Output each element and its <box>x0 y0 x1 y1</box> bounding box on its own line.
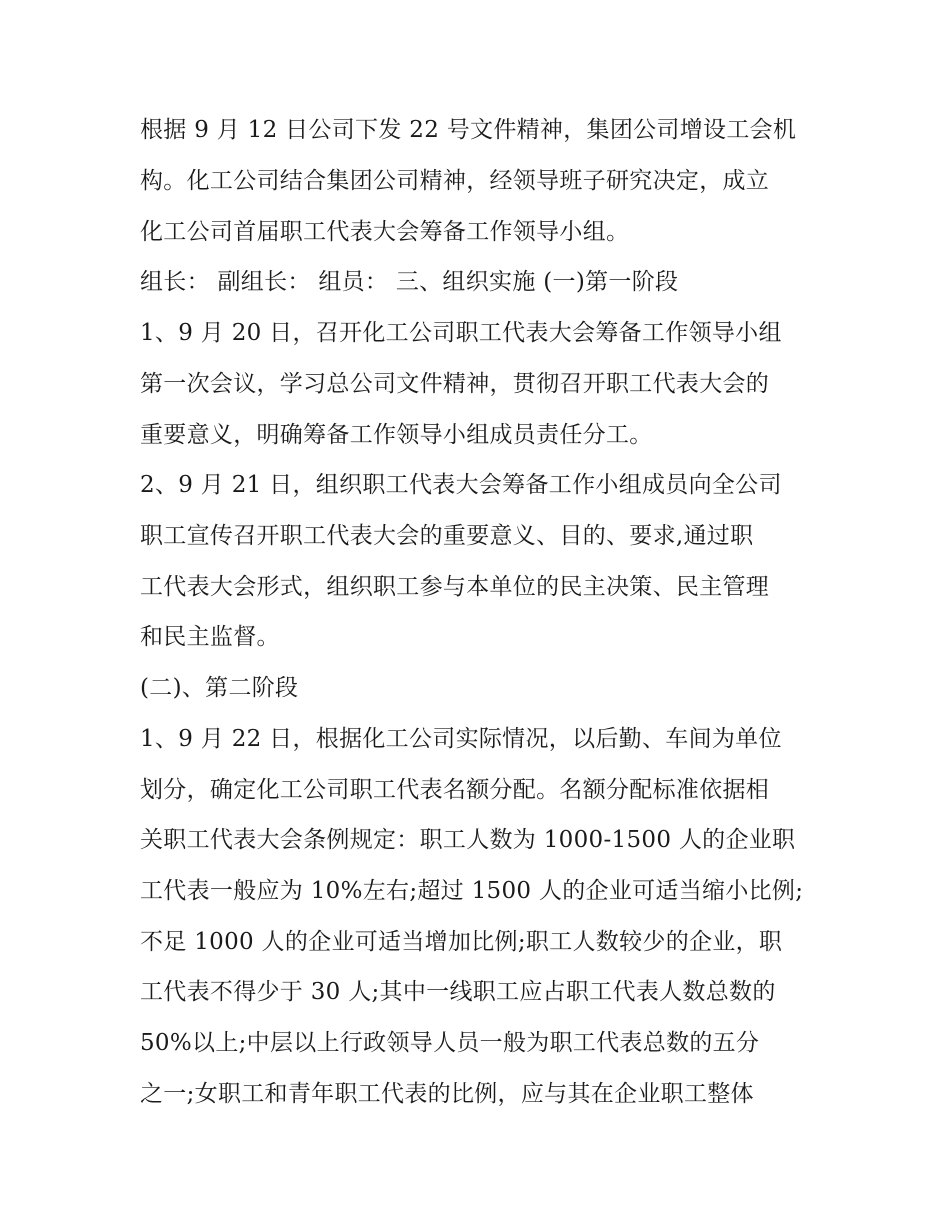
paragraph-line: 1、9 月 22 日，根据化工公司实际情况，以后勤、车间为单位 <box>140 726 782 752</box>
section-heading-line: 组长： 副组长： 组员： 三、组织实施 (一)第一阶段 <box>140 269 679 295</box>
paragraph-line: 2、9 月 21 日，组织职工代表大会筹备工作小组成员向全公司 <box>140 472 782 498</box>
section-heading-line: (二)、第二阶段 <box>140 675 299 701</box>
paragraph-line: 化工公司首届职工代表大会筹备工作领导小组。 <box>140 219 630 245</box>
paragraph-line: 不足 1000 人的企业可适当增加比例;职工人数较少的企业，职 <box>140 929 783 955</box>
paragraph-line: 50%以上;中层以上行政领导人员一般为职工代表总数的五分 <box>140 1030 760 1056</box>
paragraph-line: 工代表大会形式，组织职工参与本单位的民主决策、民主管理 <box>140 574 770 600</box>
paragraph-line: 第一次会议，学习总公司文件精神，贯彻召开职工代表大会的 <box>140 371 770 397</box>
paragraph-line: 关职工代表大会条例规定：职工人数为 1000-1500 人的企业职 <box>140 827 796 853</box>
paragraph-line: 职工宣传召开职工代表大会的重要意义、目的、要求,通过职 <box>140 523 754 549</box>
paragraph-line: 和民主监督。 <box>140 624 280 650</box>
paragraph-line: 划分，确定化工公司职工代表名额分配。名额分配标准依据相 <box>140 777 770 803</box>
paragraph-line: 工代表一般应为 10%左右;超过 1500 人的企业可适当缩小比例; <box>140 878 804 904</box>
paragraph-line: 构。化工公司结合集团公司精神，经领导班子研究决定，成立 <box>140 168 770 194</box>
paragraph-line: 重要意义，明确筹备工作领导小组成员责任分工。 <box>140 422 653 448</box>
paragraph-line: 之一;女职工和青年职工代表的比例，应与其在企业职工整体 <box>140 1081 754 1107</box>
paragraph-line: 根据 9 月 12 日公司下发 22 号文件精神，集团公司增设工会机 <box>140 117 797 143</box>
paragraph-line: 工代表不得少于 30 人;其中一线职工应占职工代表人数总数的 <box>140 979 776 1005</box>
paragraph-line: 1、9 月 20 日，召开化工公司职工代表大会筹备工作领导小组 <box>140 320 782 346</box>
